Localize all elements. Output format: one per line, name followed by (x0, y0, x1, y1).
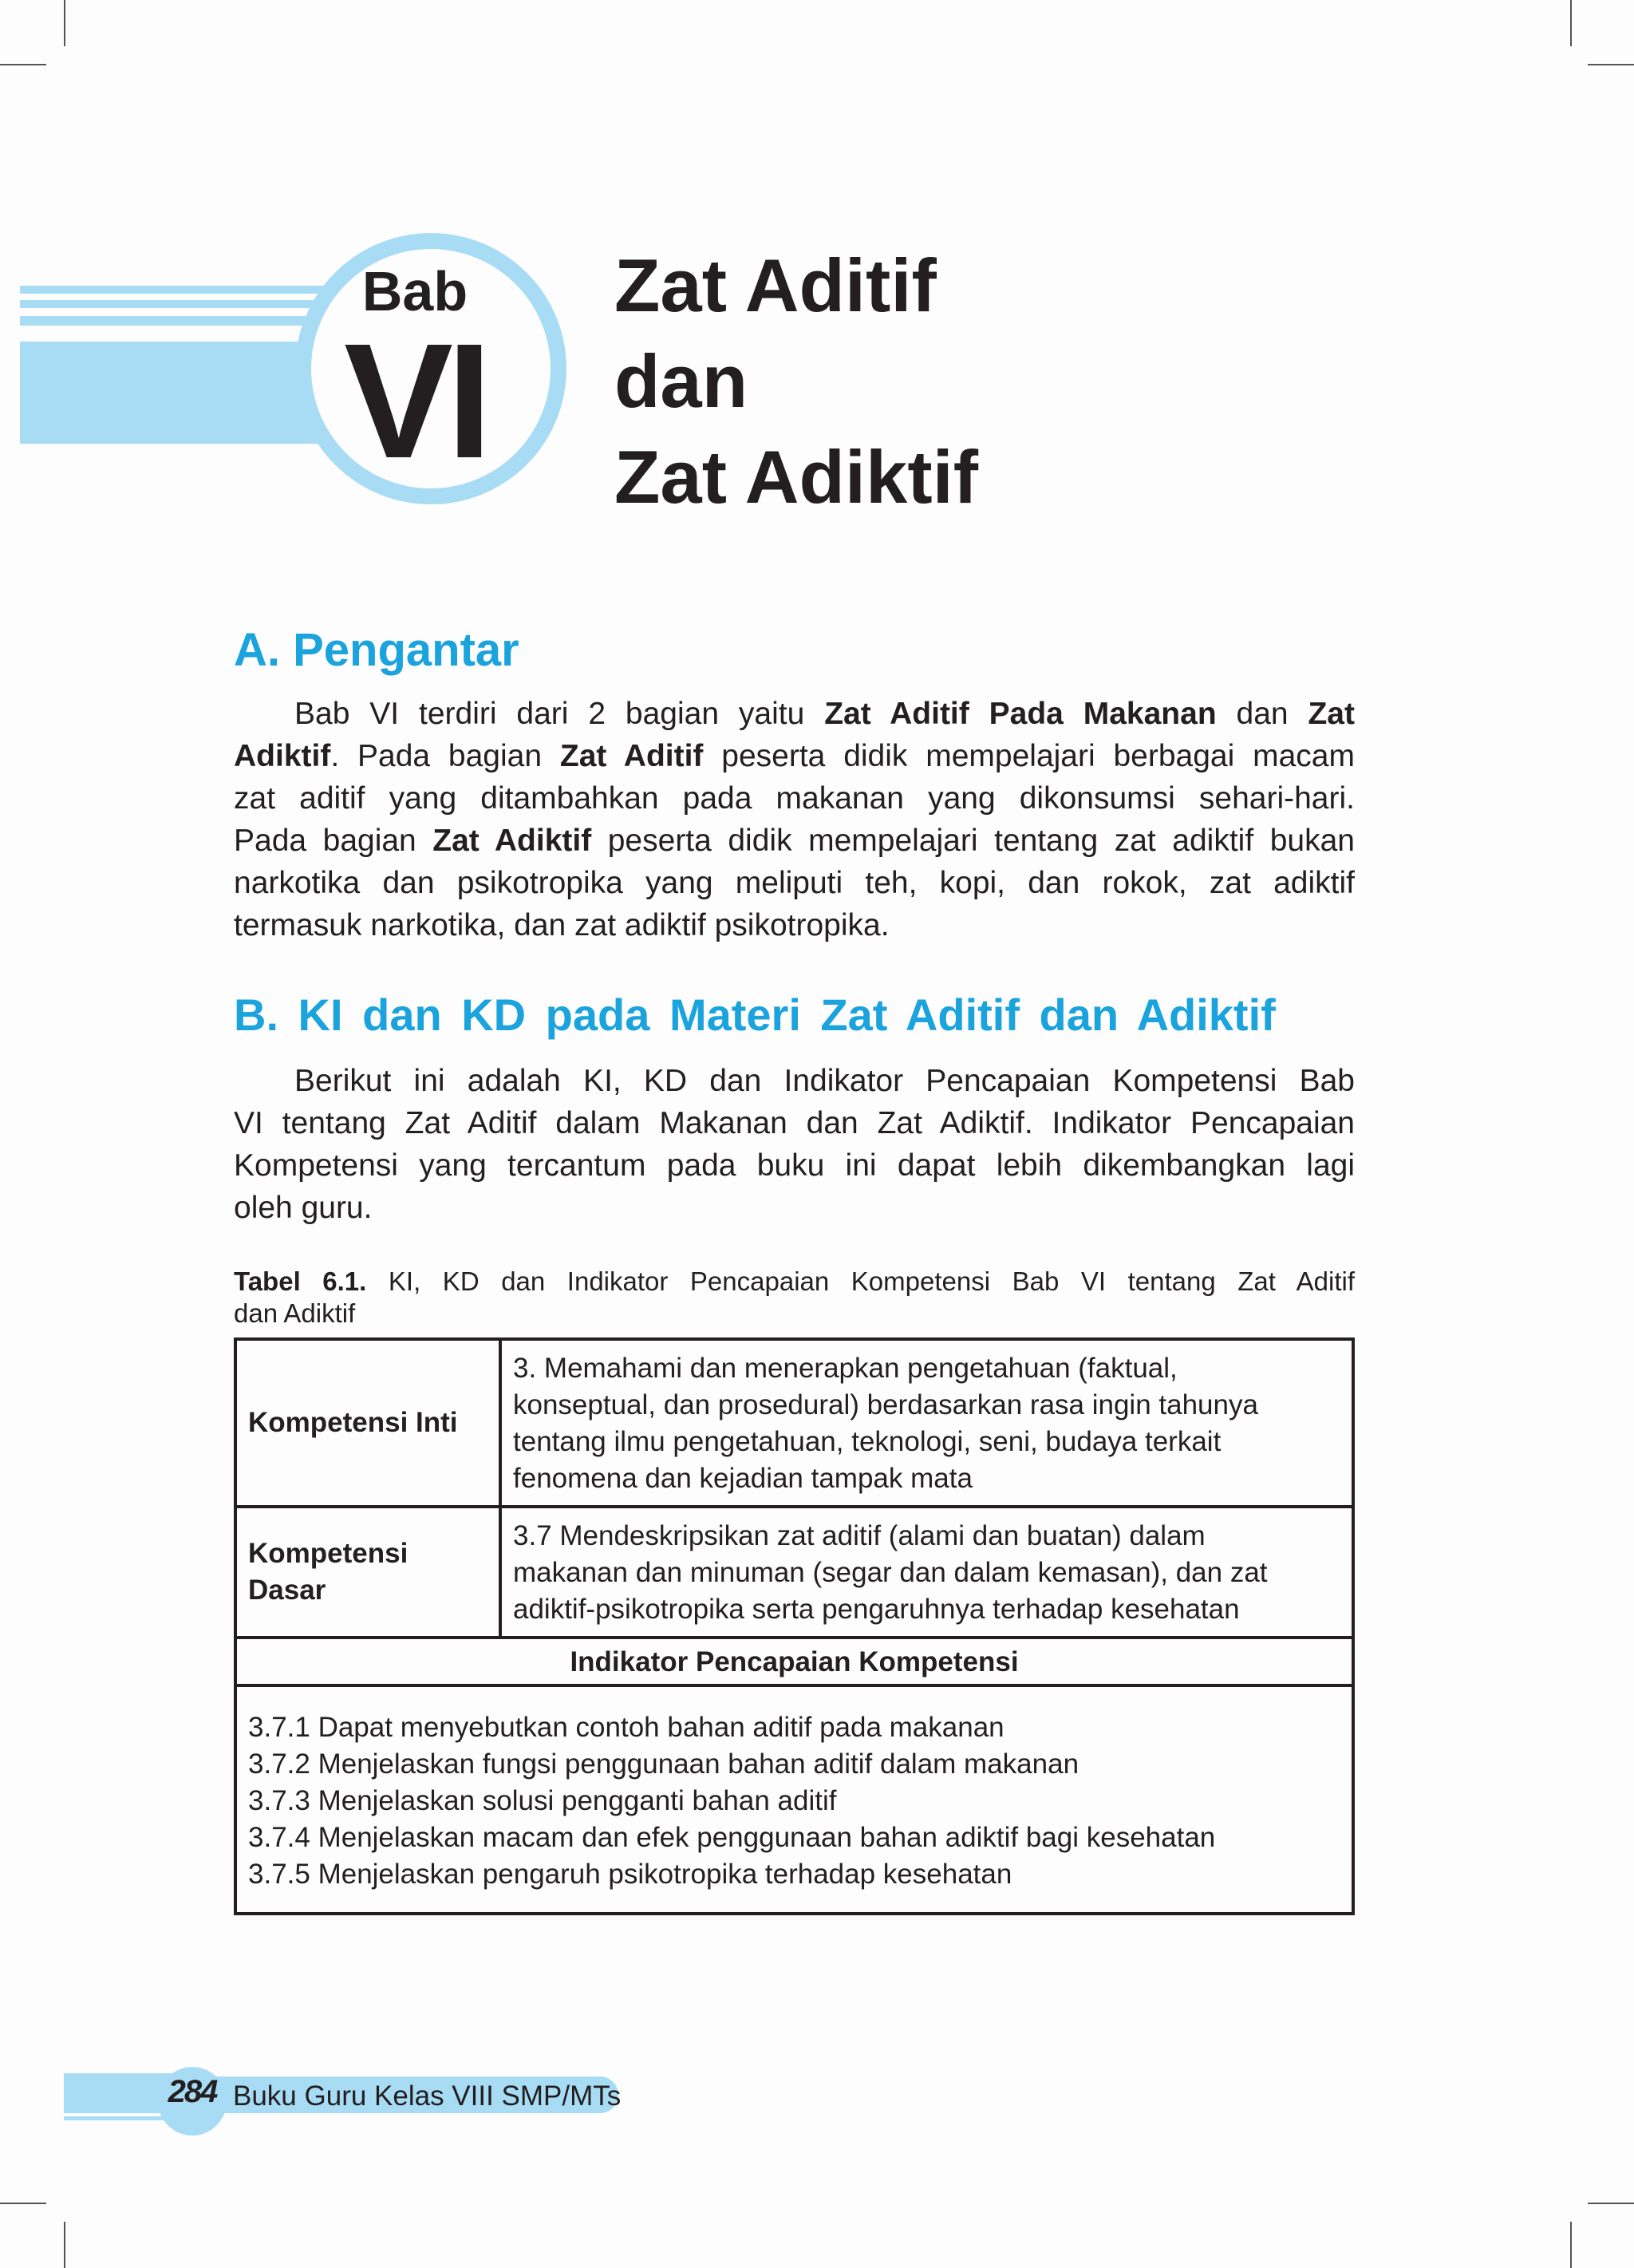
section-b-line: VI tentang Zat Aditif dalam Makanan dan Zat Adiktif. Indikator Pencapaian (234, 1106, 1355, 1140)
table-row (235, 1638, 1353, 1685)
indicator-header: Indikator Pencapaian Kompetensi (235, 1638, 1353, 1685)
section-a-line: zat aditif yang ditambahkan pada makanan yang dikonsumsi sehari-hari. (234, 781, 1355, 816)
crop-mark (0, 64, 46, 65)
kd-line: adiktif-psikotropika serta pengaruhnya terhadap kesehatan (513, 1594, 1240, 1625)
ki-content (500, 1339, 1353, 1507)
indicator-item: 3.7.5 Menjelaskan pengaruh psikotropika terhadap kesehatan (248, 1859, 1012, 1890)
chapter-title (614, 238, 978, 525)
section-a-line: termasuk narkotika, dan zat adiktif psikotropika. (234, 908, 890, 942)
chapter-title-line: Zat Adiktif (614, 435, 979, 519)
ki-line: tentang ilmu pengetahuan, teknologi, seni, budaya terkait (513, 1426, 1222, 1457)
section-a-line: Adiktif. Pada bagian Zat Aditif peserta didik mempelajari berbagai macam (234, 739, 1355, 773)
crop-mark (64, 0, 65, 46)
section-b-heading: B. KI dan KD pada Materi Zat Aditif dan Adiktif (234, 990, 1276, 1040)
section-b-line: Kompetensi yang tercantum pada buku ini dapat lebih dikembangkan lagi (234, 1148, 1355, 1183)
kd-content (500, 1507, 1353, 1638)
section-b-body (234, 1060, 1355, 1229)
indicator-item: 3.7.2 Menjelaskan fungsi penggunaan bahan aditif dalam makanan (248, 1748, 1079, 1780)
chapter-label: Bab (361, 260, 468, 322)
ki-line: fenomena dan kejadian tampak mata (513, 1463, 973, 1494)
section-a-line: Pada bagian Zat Adiktif peserta didik mempelajari tentang zat adiktif bukan (234, 824, 1355, 858)
kd-label-line: Dasar (248, 1575, 326, 1606)
section-b-line: Berikut ini adalah KI, KD dan Indikator Pencapaian Kompetensi Bab (294, 1064, 1355, 1098)
bold-term: Zat Aditif (559, 739, 704, 773)
chapter-title-line: Zat Aditif (614, 243, 937, 327)
kd-label (235, 1507, 500, 1638)
table-row (235, 1339, 1353, 1507)
kd-line: makanan dan minuman (segar dan dalam kemasan), dan zat (513, 1557, 1268, 1588)
section-a-body (234, 693, 1355, 946)
chapter-title-line: dan (614, 339, 748, 423)
ki-line: 3. Memahami dan menerapkan pengetahuan (faktual, (513, 1353, 1178, 1384)
table-caption-label: Tabel 6.1. (234, 1266, 367, 1296)
table-caption (234, 1266, 1355, 1330)
crop-mark (1588, 2203, 1634, 2204)
crop-mark (64, 2222, 65, 2268)
section-a-line: narkotika dan psikotropika yang meliputi teh, kopi, dan rokok, zat adiktif (234, 866, 1355, 900)
table-caption-line (234, 1266, 1355, 1298)
bold-term: Zat (1308, 697, 1355, 731)
ki-line: konseptual, dan prosedural) berdasarkan rasa ingin tahunya (513, 1389, 1258, 1420)
bold-term: Adiktif (234, 739, 331, 773)
table-caption-line: dan Adiktif (234, 1298, 356, 1328)
crop-mark (1588, 64, 1634, 65)
crop-mark (0, 2203, 46, 2204)
chapter-number: VI (344, 310, 486, 492)
bold-term: Zat Aditif Pada Makanan (824, 697, 1217, 731)
page-number: 284 (168, 2074, 217, 2109)
competency-table (234, 1337, 1355, 1915)
section-a-heading: A. Pengantar (234, 624, 519, 676)
table-caption-text: KI, KD dan Indikator Pencapaian Kompetensi Bab VI tentang Zat Aditif (388, 1266, 1356, 1296)
ki-label: Kompetensi Inti (235, 1339, 500, 1507)
crop-mark (1570, 0, 1572, 46)
indicator-item: 3.7.4 Menjelaskan macam dan efek penggunaan bahan adiktif bagi kesehatan (248, 1822, 1216, 1853)
table-row (235, 1685, 1353, 1914)
indicator-item: 3.7.3 Menjelaskan solusi pengganti bahan aditif (248, 1785, 837, 1816)
kd-line: 3.7 Mendeskripsikan zat aditif (alami dan buatan) dalam (513, 1520, 1206, 1551)
section-b-line: oleh guru. (234, 1191, 373, 1225)
kd-label-line: Kompetensi (248, 1538, 408, 1569)
table-row (235, 1507, 1353, 1638)
book-title: Buku Guru Kelas VIII SMP/MTs (233, 2080, 622, 2112)
crop-mark (1570, 2222, 1572, 2268)
bold-term: Zat Adiktif (432, 824, 592, 858)
indicator-list (235, 1685, 1353, 1914)
indicator-item: 3.7.1 Dapat menyebutkan contoh bahan aditif pada makanan (248, 1712, 1004, 1743)
section-a-line: Bab VI terdiri dari 2 bagian yaitu Zat Aditif Pada Makanan dan Zat (294, 697, 1355, 731)
